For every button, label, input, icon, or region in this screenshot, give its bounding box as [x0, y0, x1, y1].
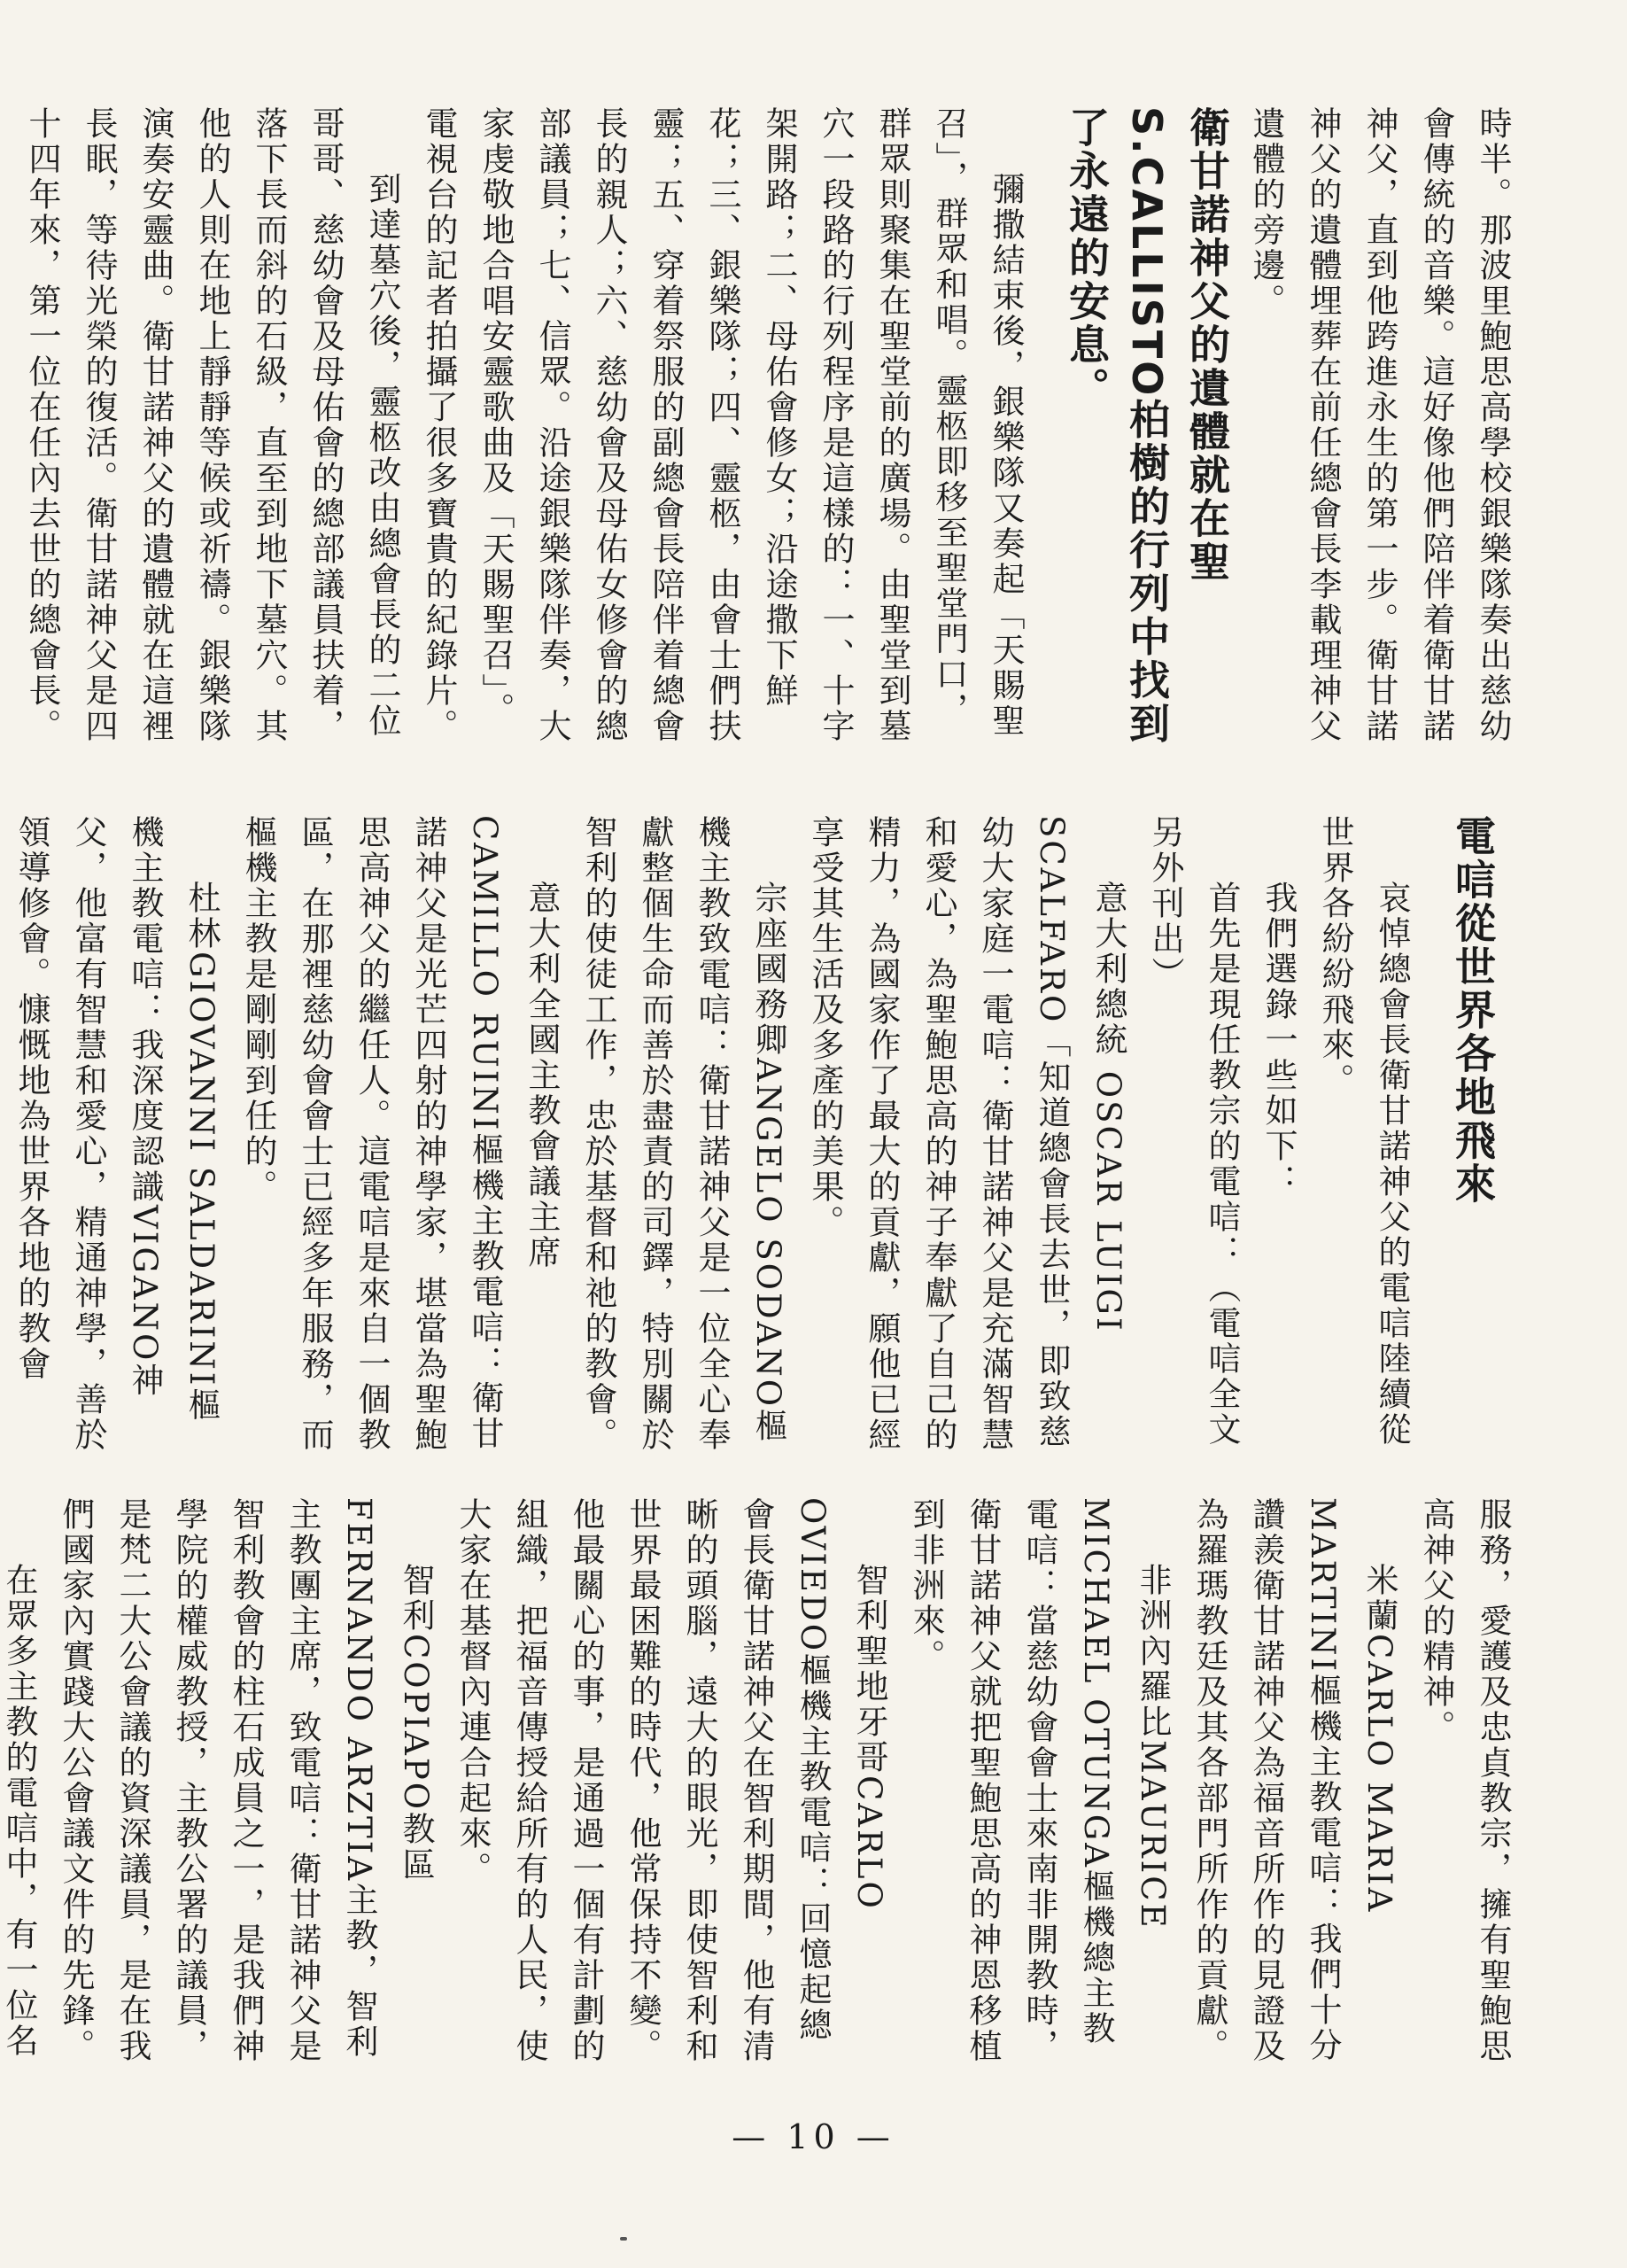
- paragraph: 彌撒結束後，銀樂隊又奏起「天賜聖召」，群眾和唱。靈柩即移至聖堂門口，群眾則聚集在聖堂前的廣場。由聖堂到墓穴一段路的行列程序是這樣的：一、十字架開路；二、母佑會修女；沿途撒下鮮花；三、銀樂隊；四、靈柩，由會士們扶靈；五、穿着祭服的副總會長陪伴着總會長的親人；六、慈幼會及母佑女修會的總部議員；七、信眾。沿途銀樂隊伴奏，大家虔敬地合唱安靈歌曲及「天賜聖召」。電視台的記者拍攝了很多寶貴的紀錄片。: [420, 106, 1025, 744]
- top-section: [23, 106, 1521, 753]
- page-number: — 10 —: [732, 2117, 895, 2156]
- paragraph: 宗座國務卿ANGELO SODANO樞機主教致電唁：衛甘諾神父是一位全心奉獻整個生命而善於盡責的司鐸，特別關於智利的使徒工作，忠於基督和祂的教會。: [579, 815, 787, 1453]
- paragraph: 意大利總統 OSCAR LUIGI SCALFARO「知道總會長去世，即致慈幼大家庭一電唁：衛甘諾神父是充滿智慧和愛心，為聖鮑思高的神子奉獻了自己的精力，為國家作了最大的貢獻，願他已經享受其生活及多產的美果。: [806, 815, 1127, 1453]
- bottom-section: [0, 1497, 1521, 2064]
- paragraph: 在眾多主教的電唁中，有一位名: [0, 1563, 38, 2059]
- paragraph: 意大利全國主教會議主席CAMILLO RUINI樞機主教電唁：衛甘諾神父是光芒四射的神學家，堪當為聖鮑思高神父的繼任人。這電唁是來自一個教區，在那裡慈幼會會士已經多年服務，而樞機主教是剛剛到任的。: [239, 815, 561, 1453]
- middle-section: [12, 815, 1503, 1453]
- paragraph: 首先是現任教宗的電唁：（電唁全文另外刊出）: [1146, 815, 1241, 1448]
- paragraph: 我們選錄一些如下：: [1259, 881, 1298, 1200]
- section-heading: 衛甘諾神父的遺體就在聖S.CALLISTO柏樹的行列中找到了永遠的安息。: [1063, 106, 1231, 746]
- paragraph: 智利聖地牙哥CARLO OVIEDO樞機主教電唁：回憶起總會長衛甘諾神父在智利期間，他有清晰的頭腦，遠大的眼光，即使智利和世界最困難的時代，他常保持不變。他最關心的事，是通過一個有計劃的組織，把福音傳授給所有的人民，使大家在基督內連合起來。: [453, 1497, 888, 2064]
- section-heading: 電唁從世界各地飛來: [1449, 815, 1497, 1206]
- paragraph: 非洲內羅比MAURICE MICHAEL OTUNGA樞機總主教電唁：當慈幼會會士來南非開教時，衛甘諾神父就把聖鮑思高的神恩移植到非洲來。: [907, 1497, 1172, 2064]
- scan-mark: [620, 2237, 627, 2241]
- paragraph: 到達墓穴後，靈柩改由總會長的二位哥哥、慈幼會及母佑會的總部議員扶着，落下長而斜的石級，直至到地下墓穴。其他的人則在地上靜靜等候或祈禱。銀樂隊演奏安靈曲。衛甘諾神父的遺體就在這裡長眠，等待光榮的復活。衛甘諾神父是四十四年來，第一位在任內去世的總會長。: [23, 106, 401, 744]
- paragraph: 時半。那波里鮑思高學校銀樂隊奏出慈幼會傳統的音樂。這好像他們陪伴着衛甘諾神父，直到他跨進永生的第一步。衛甘諾神父的遺體埋葬在前任總會長李載理神父遺體的旁邊。: [1247, 106, 1512, 744]
- paragraph: 杜林GIOVANNI SALDARINI樞機主教電唁：我深度認識VIGANO神父，他富有智慧和愛心，精通神學，善於領導修會。慷慨地為世界各地的教會: [12, 815, 221, 1453]
- paragraph: 智利COPIAPO教區FERNANDO ARZTIA主教，智利主教團主席，致電唁：衛甘諾神父是智利教會的柱石成員之一，是我們神學院的權威教授，主教公署的議員，是梵二大公會議的資深議員，是在我們國家內實踐大公會議文件的先鋒。: [57, 1497, 435, 2064]
- paragraph: 哀悼總會長衛甘諾神父的電唁陸續從世界各紛紛飛來。: [1316, 815, 1411, 1448]
- paragraph: 服務，愛護及忠貞教宗，擁有聖鮑思高神父的精神。: [1417, 1497, 1512, 2064]
- paragraph: 米蘭CARLO MARIA MARTINI樞機主教電唁：我們十分讚羨衛甘諾神父為福音所作的見證及為羅瑪教廷及其各部門所作的貢獻。: [1190, 1497, 1398, 2064]
